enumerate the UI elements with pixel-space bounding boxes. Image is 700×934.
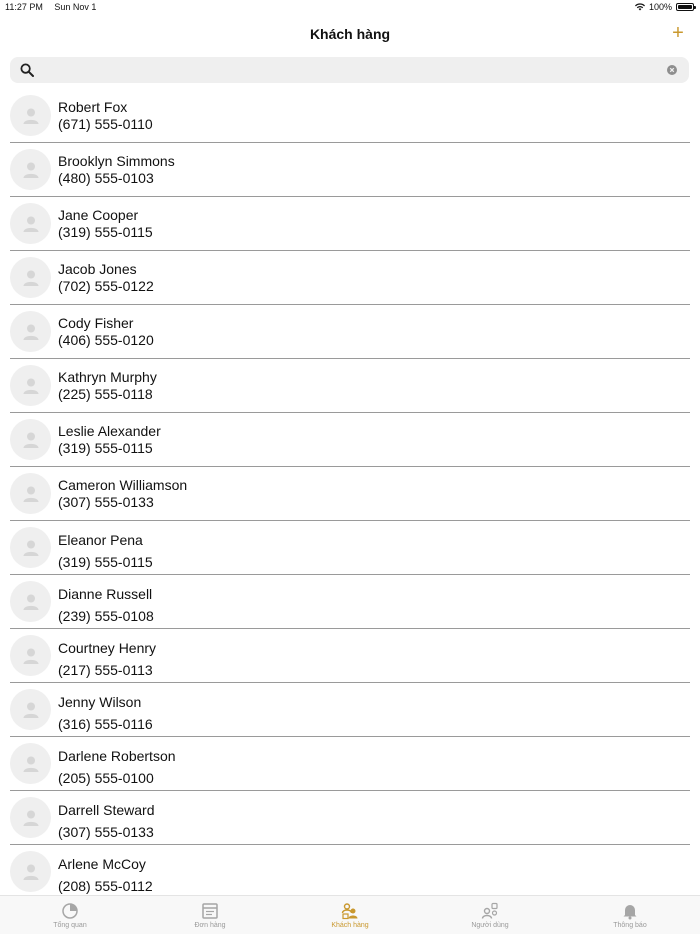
avatar (10, 149, 51, 190)
customer-row[interactable] (10, 629, 690, 683)
customer-name: Kathryn Murphy (58, 369, 157, 385)
receipt-icon (201, 902, 219, 920)
avatar (10, 797, 51, 838)
avatar (10, 365, 51, 406)
customer-phone: (217) 555-0113 (58, 662, 153, 678)
customer-phone: (316) 555-0116 (58, 716, 153, 732)
customer-phone: (319) 555-0115 (58, 554, 153, 570)
customer-row[interactable] (10, 845, 690, 895)
pie-chart-icon (61, 902, 79, 920)
customer-phone: (702) 555-0122 (58, 278, 154, 294)
customer-row[interactable] (10, 737, 690, 791)
tab-notifications[interactable] (560, 896, 700, 934)
tab-users[interactable] (420, 896, 560, 934)
customer-list[interactable] (10, 89, 690, 895)
tab-customers[interactable] (280, 896, 420, 934)
avatar (10, 527, 51, 568)
status-left (5, 2, 96, 12)
customer-name: Eleanor Pena (58, 532, 143, 548)
search-bar[interactable] (10, 57, 689, 83)
page-title: Khách hàng (309, 26, 391, 42)
person-placeholder-icon (20, 429, 42, 451)
customer-row[interactable] (10, 683, 690, 737)
tab-label: Khách hàng (331, 922, 369, 929)
customer-name: Brooklyn Simmons (58, 153, 175, 169)
status-time: 11:27 PM (5, 2, 43, 12)
person-placeholder-icon (20, 861, 42, 883)
person-placeholder-icon (20, 105, 42, 127)
status-right (635, 2, 694, 12)
customer-name: Robert Fox (58, 99, 128, 115)
avatar (10, 419, 51, 460)
person-placeholder-icon (20, 483, 42, 505)
customer-phone: (205) 555-0100 (58, 770, 154, 786)
battery-icon (676, 3, 694, 11)
person-placeholder-icon (20, 267, 42, 289)
customer-row[interactable] (10, 305, 690, 359)
customer-name: Leslie Alexander (58, 423, 161, 439)
customer-name: Jacob Jones (58, 261, 137, 277)
search-icon (20, 63, 34, 77)
status-date: Sun Nov 1 (54, 2, 97, 12)
avatar (10, 581, 51, 622)
add-customer-button[interactable]: + (672, 22, 684, 44)
avatar (10, 743, 51, 784)
avatar (10, 95, 51, 136)
users-icon (481, 902, 499, 920)
person-placeholder-icon (20, 807, 42, 829)
customer-name: Darlene Robertson (58, 748, 176, 764)
tab-label: Thông báo (613, 922, 647, 929)
customer-phone: (239) 555-0108 (58, 608, 154, 624)
customer-phone: (225) 555-0118 (58, 386, 153, 402)
avatar (10, 689, 51, 730)
search-input[interactable] (44, 60, 664, 80)
avatar (10, 257, 51, 298)
customer-row[interactable] (10, 89, 690, 143)
customers-icon (341, 902, 359, 920)
customer-name: Arlene McCoy (58, 856, 146, 872)
person-placeholder-icon (20, 375, 42, 397)
customer-row[interactable] (10, 359, 690, 413)
status-bar (0, 0, 700, 14)
customer-phone: (208) 555-0112 (58, 878, 153, 894)
person-placeholder-icon (20, 213, 42, 235)
customer-row[interactable] (10, 521, 690, 575)
customer-name: Dianne Russell (58, 586, 153, 602)
customer-phone: (319) 555-0115 (58, 224, 153, 240)
customer-row[interactable] (10, 467, 690, 521)
customer-phone: (406) 555-0120 (58, 332, 154, 348)
customer-phone: (307) 555-0133 (58, 824, 154, 840)
person-placeholder-icon (20, 159, 42, 181)
customer-row[interactable] (10, 413, 690, 467)
tab-orders[interactable] (140, 896, 280, 934)
customer-phone: (671) 555-0110 (58, 116, 153, 132)
customer-row[interactable] (10, 197, 690, 251)
customer-phone: (307) 555-0133 (58, 494, 154, 510)
customer-phone: (319) 555-0115 (58, 440, 153, 456)
avatar (10, 635, 51, 676)
person-placeholder-icon (20, 591, 42, 613)
customer-name: Jane Cooper (58, 207, 139, 223)
customer-name: Darrell Steward (58, 802, 155, 818)
customer-name: Cody Fisher (58, 315, 134, 331)
wifi-icon (635, 3, 645, 11)
customer-phone: (480) 555-0103 (58, 170, 154, 186)
person-placeholder-icon (20, 699, 42, 721)
tab-overview[interactable] (0, 896, 140, 934)
tab-label: Tổng quan (53, 922, 87, 929)
tab-label: Đơn hàng (194, 922, 226, 929)
tab-bar (0, 895, 700, 934)
customer-name: Cameron Williamson (58, 477, 188, 493)
tab-label: Người dùng (471, 922, 509, 929)
clear-search-icon[interactable] (667, 65, 677, 75)
avatar (10, 473, 51, 514)
customer-name: Jenny Wilson (58, 694, 142, 710)
customer-row[interactable] (10, 791, 690, 845)
avatar (10, 311, 51, 352)
customer-row[interactable] (10, 143, 690, 197)
bell-icon (621, 902, 639, 920)
person-placeholder-icon (20, 753, 42, 775)
person-placeholder-icon (20, 537, 42, 559)
customer-row[interactable] (10, 251, 690, 305)
person-placeholder-icon (20, 321, 42, 343)
navigation-bar (0, 18, 700, 50)
person-placeholder-icon (20, 645, 42, 667)
avatar (10, 851, 51, 892)
avatar (10, 203, 51, 244)
battery-percent: 100% (648, 2, 672, 12)
customer-name: Courtney Henry (58, 640, 157, 656)
customer-row[interactable] (10, 575, 690, 629)
